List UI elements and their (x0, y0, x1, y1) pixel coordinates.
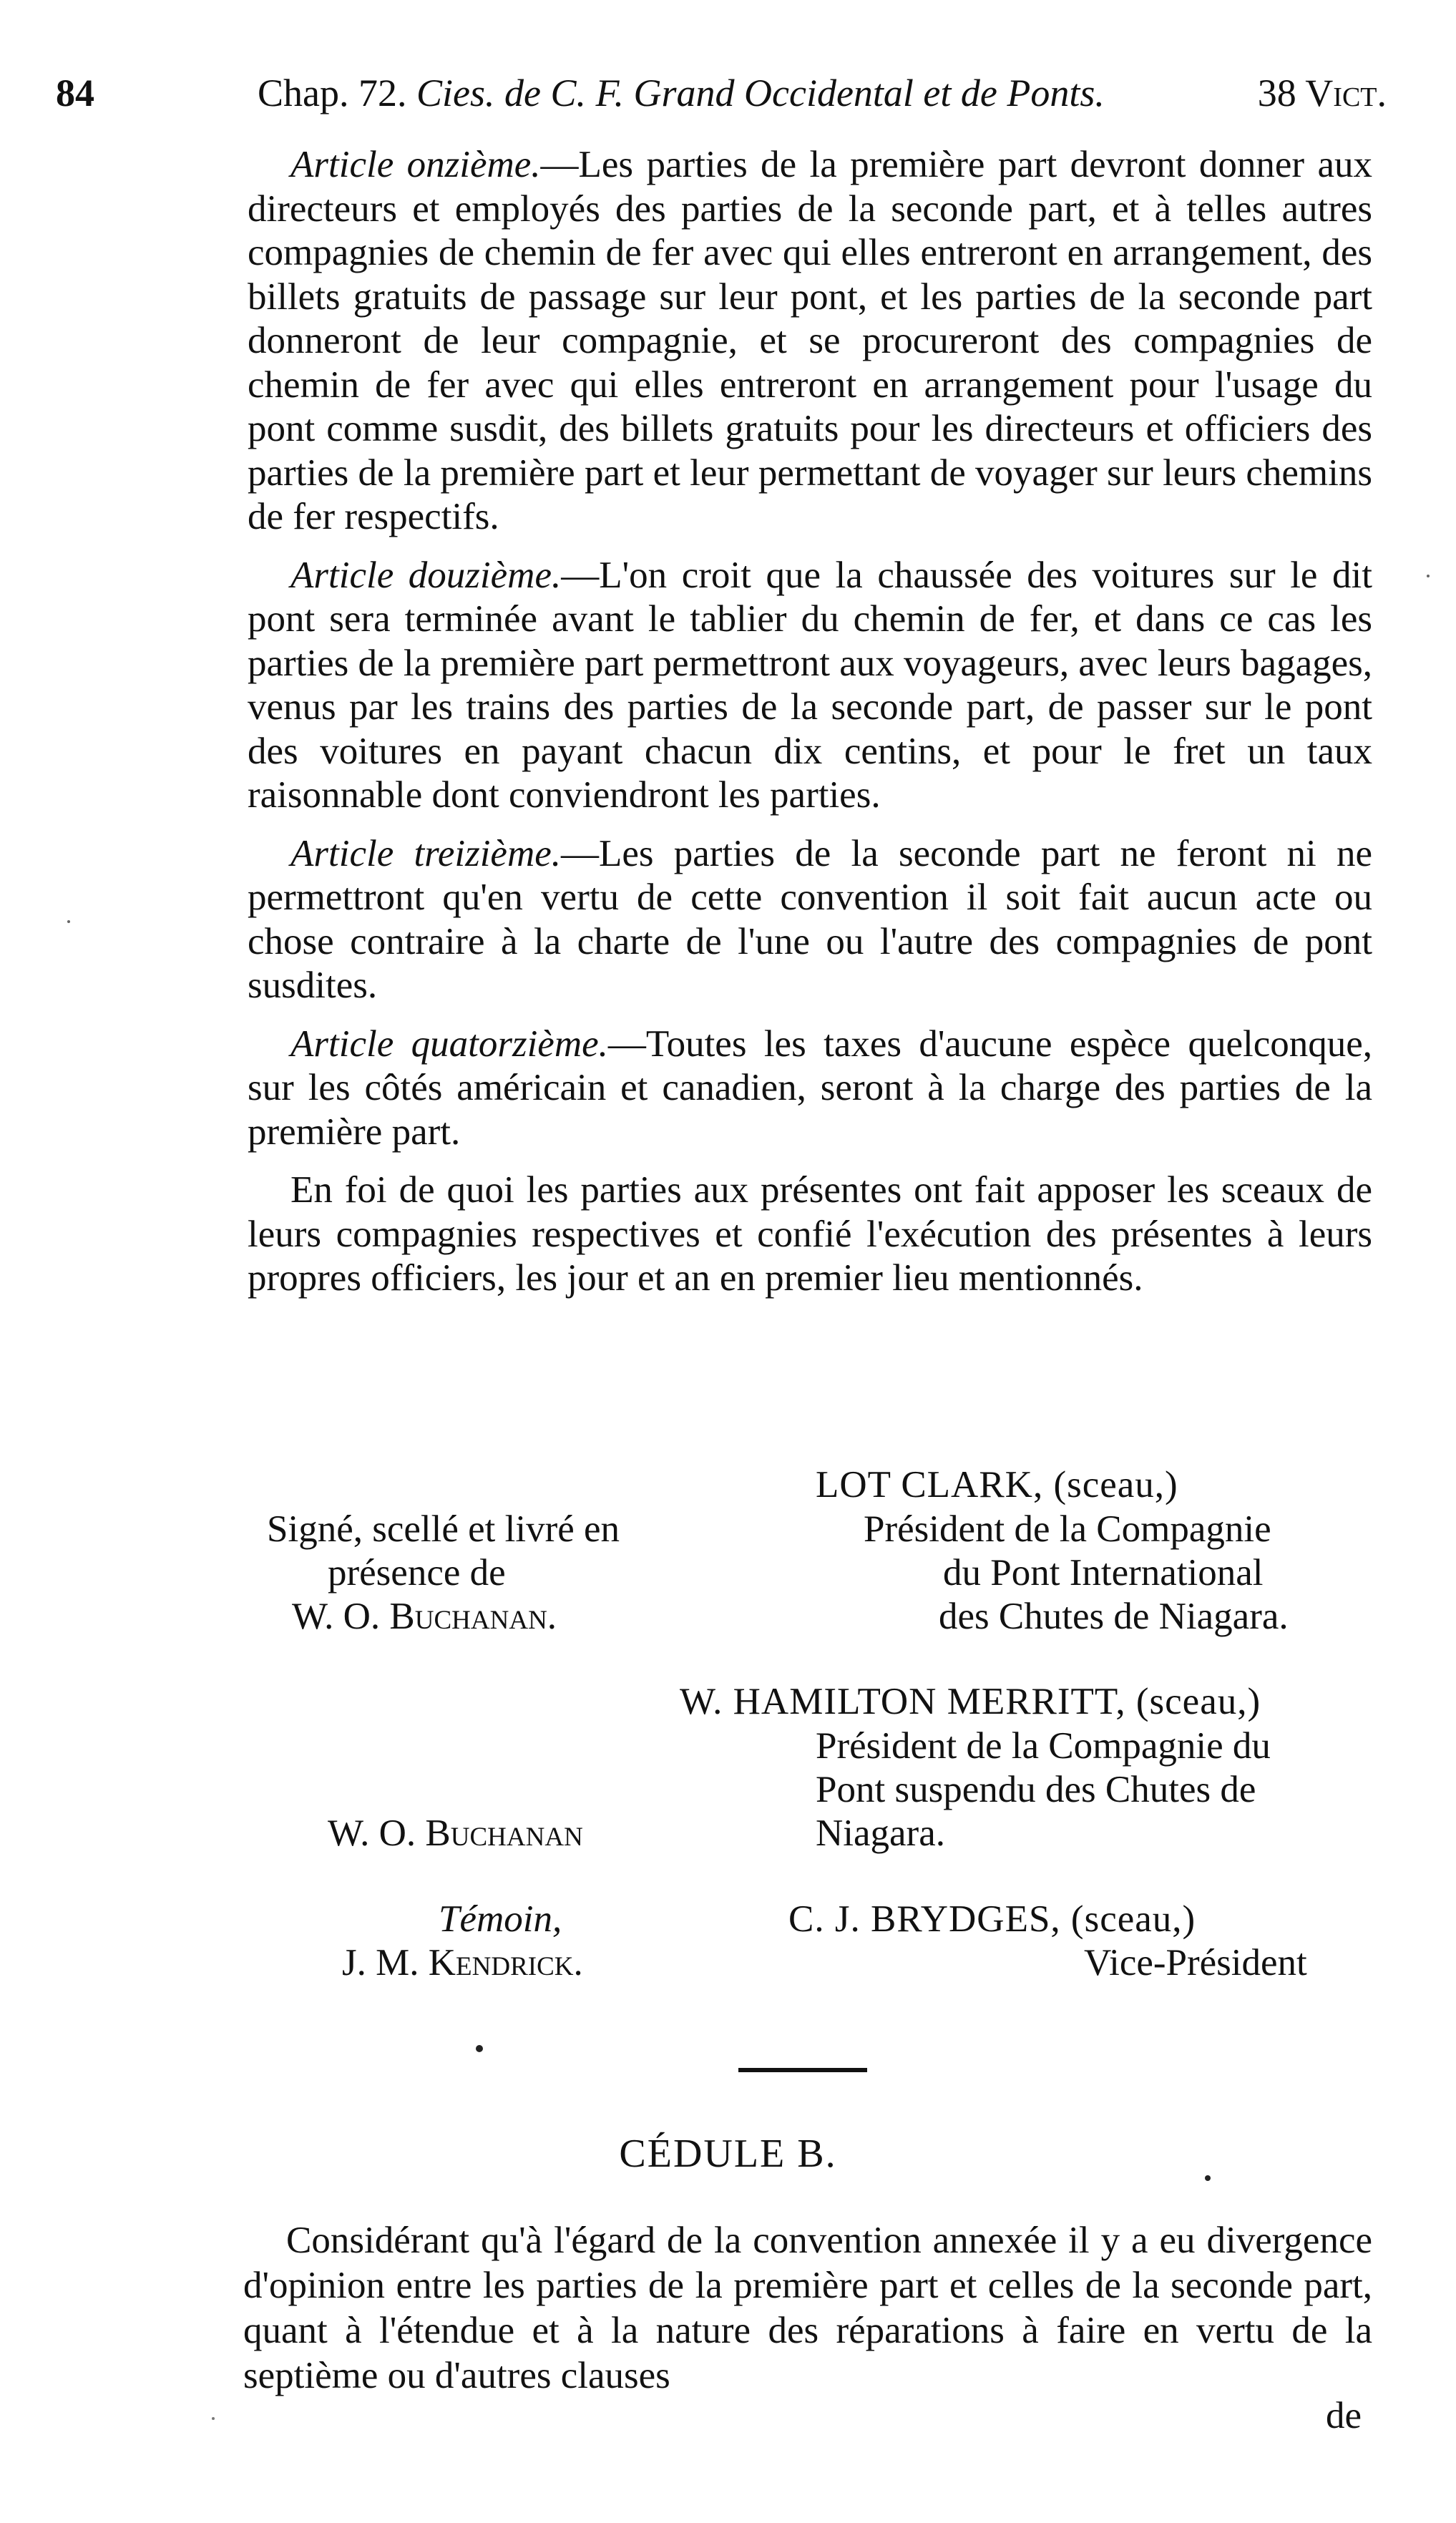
header-title: Cies. de C. F. Grand Occidental et de Ponts. (416, 72, 1105, 114)
witness-clause: En foi de quoi les parties aux présentes ont fait apposer les sceaux de leurs compagnies respectives et confié l'exécution des présentes à leurs propres officiers, les jour et an en premier lieu mentionnés. (248, 1169, 1372, 1299)
signatory-hamilton-merritt: W. HAMILTON MERRITT, (sceau,) (680, 1681, 1261, 1722)
regnal-year: 38 Vict. (1257, 72, 1387, 114)
schedule-paragraph: Considérant qu'à l'égard de la convention annexée il y a eu divergence d'opinion entre les parties de la première part et celles de la seconde part, quant à l'étendue et à la nature des réparations à faire en vertu de la septième ou d'autres clauses (243, 2220, 1372, 2396)
article-text: —Les parties de la seconde part ne feront ni ne permettront qu'en vertu de cette convention il soit fait aucun acte ou chose contraire à la charte de l'une ou l'autre des compagnies de pont susdites. (248, 832, 1372, 1006)
witness-name: W. O. Buchanan (328, 1812, 583, 1854)
speck-mark (476, 2045, 483, 2052)
signatory-title-line: Vice-Président (1084, 1942, 1307, 1983)
speck-mark (1205, 2175, 1211, 2181)
signatory-title-line: Niagara. (816, 1812, 945, 1854)
signatory-lot-clark: LOT CLARK, (sceau,) (816, 1464, 1178, 1505)
page-number: 84 (56, 72, 94, 114)
schedule-title: CÉDULE B. (619, 2132, 837, 2176)
signatory-title-line: Président de la Compagnie (864, 1508, 1271, 1550)
signatory-title-line: des Chutes de Niagara. (939, 1596, 1289, 1637)
article-lead: Article quatorzième. (290, 1023, 608, 1065)
article-text: —L'on croit que la chaussée des voitures sur le dit pont sera terminée avant le tablier du chemin de fer, et dans ce cas les parties de la première part permettront aux voyageurs, avec leurs bagages, venus par les trains des parties de la seconde part, de passer sur le pont des voitures en payant chacun dix centins, et pour le fret un taux raisonnable dont conviendront les parties. (248, 554, 1372, 816)
article-lead: Article treizième. (290, 832, 562, 874)
temoin-label: Témoin, (439, 1898, 562, 1940)
signatory-title-line: Président de la Compagnie du (816, 1725, 1271, 1767)
speck-mark (1427, 575, 1430, 577)
presence-label: présence de (328, 1552, 506, 1594)
speck-mark (67, 920, 70, 923)
article-lead: Article douzième. (290, 554, 562, 596)
signatory-title-line: Pont suspendu des Chutes de (816, 1769, 1256, 1810)
witness-name: W. O. Buchanan. (292, 1596, 557, 1637)
chapter-label: Chap. 72. (258, 72, 407, 114)
signatory-brydges: C. J. BRYDGES, (sceau,) (788, 1898, 1196, 1940)
temoin-name: J. M. Kendrick. (342, 1942, 583, 1983)
signatory-title-line: du Pont International (943, 1552, 1264, 1594)
catchword: de (1325, 2395, 1362, 2436)
signed-sealed-label: Signé, scellé et livré en (267, 1508, 620, 1550)
speck-mark (212, 2417, 215, 2420)
article-text: —Toutes les taxes d'aucune espèce quelconque, sur les côtés américain et canadien, seront à la charge des parties de la première part. (248, 1023, 1373, 1153)
article-text: —Les parties de la première part devront donner aux directeurs et employés des parties de la seconde part, et à telles autres compagnies de chemin de fer avec qui elles entreront en arrangement, des billets gratuits de passage sur leur pont, et les parties de la seconde part donneront de leur compagnie, et se procureront des compagnies de chemin de fer avec qui elles entreront en arrangement pour l'usage du pont comme susdit, des billets gratuits pour les directeurs et officiers des parties de la première part et leur permettant de voyager sur leurs chemins de fer respectifs. (248, 144, 1372, 537)
article-lead: Article onzième. (290, 144, 541, 185)
